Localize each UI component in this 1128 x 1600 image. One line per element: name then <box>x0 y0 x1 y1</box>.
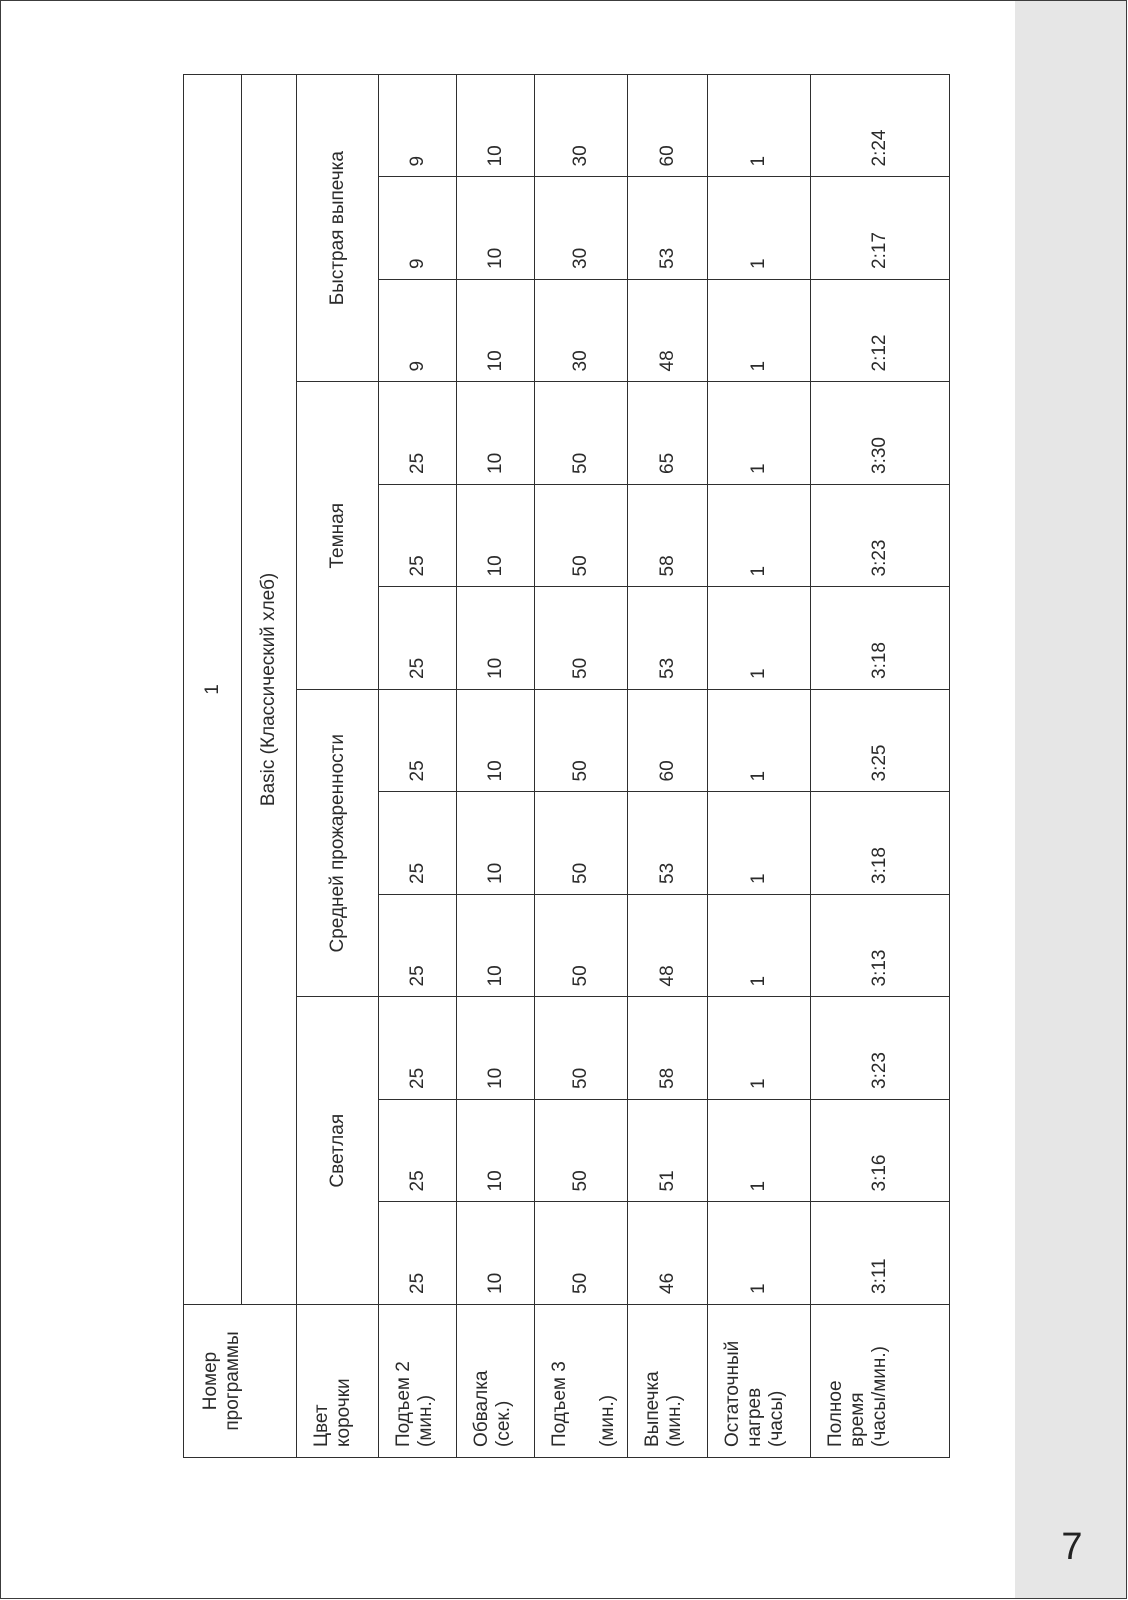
table-cell: 2:17 <box>811 177 950 280</box>
table-cell: 48 <box>628 895 708 998</box>
row-label-line: (мин.) <box>414 1394 436 1447</box>
table-cell: 30 <box>535 280 628 383</box>
header-row-program-number <box>184 74 242 1457</box>
row-label-line: Подъем 2 <box>393 1361 414 1447</box>
table-cell: 25 <box>379 792 457 895</box>
table-cell: 50 <box>535 792 628 895</box>
crust-group-dark: Темная <box>297 382 379 690</box>
table-cell: 3:23 <box>811 485 950 588</box>
table-cell: 3:13 <box>811 895 950 998</box>
table-cell: 3:25 <box>811 690 950 793</box>
table-cell: 1 <box>708 485 811 588</box>
table-cell: 1 <box>708 74 811 177</box>
table-cell: 48 <box>628 280 708 383</box>
table-cell: 3:18 <box>811 587 950 690</box>
crust-color-label-line: Цвет <box>311 1404 332 1447</box>
table-cell: 1 <box>708 792 811 895</box>
table-cell: 10 <box>457 382 535 485</box>
table-cell: 1 <box>708 997 811 1100</box>
table-row <box>708 74 811 1457</box>
table-cell: 25 <box>379 997 457 1100</box>
program-number-label-line: программы <box>221 1331 243 1431</box>
table-cell: 1 <box>708 177 811 280</box>
row-label-line: Выпечка <box>642 1371 663 1447</box>
crust-color-label-line: корочки <box>332 1378 354 1447</box>
table-cell: 50 <box>535 997 628 1100</box>
table-cell: 2:24 <box>811 74 950 177</box>
table-cell: 25 <box>379 382 457 485</box>
row-label <box>708 1305 811 1458</box>
table-row <box>379 74 457 1457</box>
table-row <box>628 74 708 1457</box>
row-label-line: (часы) <box>765 1390 787 1447</box>
table-cell: 46 <box>628 1202 708 1305</box>
table-cell: 3:11 <box>811 1202 950 1305</box>
table-cell: 10 <box>457 1202 535 1305</box>
crust-group-medium: Средней прожаренности <box>297 690 379 998</box>
table-cell: 30 <box>535 74 628 177</box>
table-cell: 10 <box>457 895 535 998</box>
row-label-line: Обвалка <box>471 1370 492 1447</box>
row-label-line: Остаточный <box>722 1340 743 1447</box>
row-label-line: (сек.) <box>492 1400 514 1447</box>
program-number-label-line: Номер <box>200 1351 221 1411</box>
table-cell: 1 <box>708 895 811 998</box>
row-label <box>457 1305 535 1458</box>
rotated-table-wrapper <box>183 77 949 1458</box>
table-cell: 9 <box>379 280 457 383</box>
table-cell: 25 <box>379 895 457 998</box>
table-cell: 50 <box>535 895 628 998</box>
table-cell: 25 <box>379 485 457 588</box>
table-cell: 10 <box>457 485 535 588</box>
table-cell: 50 <box>535 1100 628 1203</box>
program-settings-table <box>183 74 950 1458</box>
row-label-line: Полное <box>825 1380 846 1447</box>
table-cell: 3:16 <box>811 1100 950 1203</box>
table-cell: 3:18 <box>811 792 950 895</box>
table-cell: 3:23 <box>811 997 950 1100</box>
row-label-line: (часы/мин.) <box>868 1345 890 1447</box>
table-cell: 30 <box>535 177 628 280</box>
label-spacer <box>571 1305 597 1447</box>
rotated-table-container <box>183 77 949 1458</box>
table-cell: 3:30 <box>811 382 950 485</box>
crust-group-quick: Быстрая выпечка <box>297 74 379 382</box>
crust-color-label <box>297 1305 379 1458</box>
table-cell: 60 <box>628 74 708 177</box>
row-label <box>535 1305 628 1458</box>
table-cell: 25 <box>379 1100 457 1203</box>
table-cell: 1 <box>708 690 811 793</box>
row-label <box>379 1305 457 1458</box>
table-cell: 53 <box>628 177 708 280</box>
table-cell: 10 <box>457 587 535 690</box>
table-cell: 50 <box>535 587 628 690</box>
table-cell: 10 <box>457 997 535 1100</box>
table-cell: 50 <box>535 1202 628 1305</box>
table-cell: 9 <box>379 74 457 177</box>
header-row-program-name <box>242 74 297 1457</box>
table-row <box>457 74 535 1457</box>
table-cell: 25 <box>379 1202 457 1305</box>
table-cell: 10 <box>457 74 535 177</box>
row-label <box>811 1305 950 1458</box>
table-cell: 50 <box>535 690 628 793</box>
table-cell: 25 <box>379 587 457 690</box>
table-row <box>535 74 628 1457</box>
table-cell: 1 <box>708 587 811 690</box>
table-cell: 10 <box>457 792 535 895</box>
table-cell: 10 <box>457 177 535 280</box>
table-cell: 51 <box>628 1100 708 1203</box>
row-label-line: Подъем 3 <box>549 1361 570 1447</box>
side-margin-strip <box>1015 1 1127 1599</box>
table-cell: 10 <box>457 690 535 793</box>
table-cell: 58 <box>628 997 708 1100</box>
crust-group-light: Светлая <box>297 997 379 1305</box>
table-cell: 9 <box>379 177 457 280</box>
row-label <box>628 1305 708 1458</box>
row-label-line: (мин.) <box>596 1394 618 1447</box>
table-cell: 53 <box>628 792 708 895</box>
table-cell: 10 <box>457 1100 535 1203</box>
row-label-line: нагрев <box>743 1387 765 1447</box>
table-cell: 53 <box>628 587 708 690</box>
page-number: 7 <box>1061 1526 1083 1568</box>
table-cell: 65 <box>628 382 708 485</box>
table-cell: 60 <box>628 690 708 793</box>
table-cell: 1 <box>708 280 811 383</box>
program-number-label <box>184 1305 297 1458</box>
table-cell: 1 <box>708 1202 811 1305</box>
table-cell: 25 <box>379 690 457 793</box>
table-cell: 10 <box>457 280 535 383</box>
header-row-crust-color <box>297 74 379 1457</box>
table-row <box>811 74 950 1457</box>
table-cell: 50 <box>535 485 628 588</box>
row-label-line: время <box>846 1392 868 1447</box>
table-cell: 1 <box>708 1100 811 1203</box>
program-number-value: 1 <box>184 74 242 1304</box>
table-cell: 2:12 <box>811 280 950 383</box>
row-label-line: (мин.) <box>663 1394 685 1447</box>
table-cell: 1 <box>708 382 811 485</box>
table-cell: 58 <box>628 485 708 588</box>
program-name: Basic (Классический хлеб) <box>242 74 297 1304</box>
table-cell: 50 <box>535 382 628 485</box>
